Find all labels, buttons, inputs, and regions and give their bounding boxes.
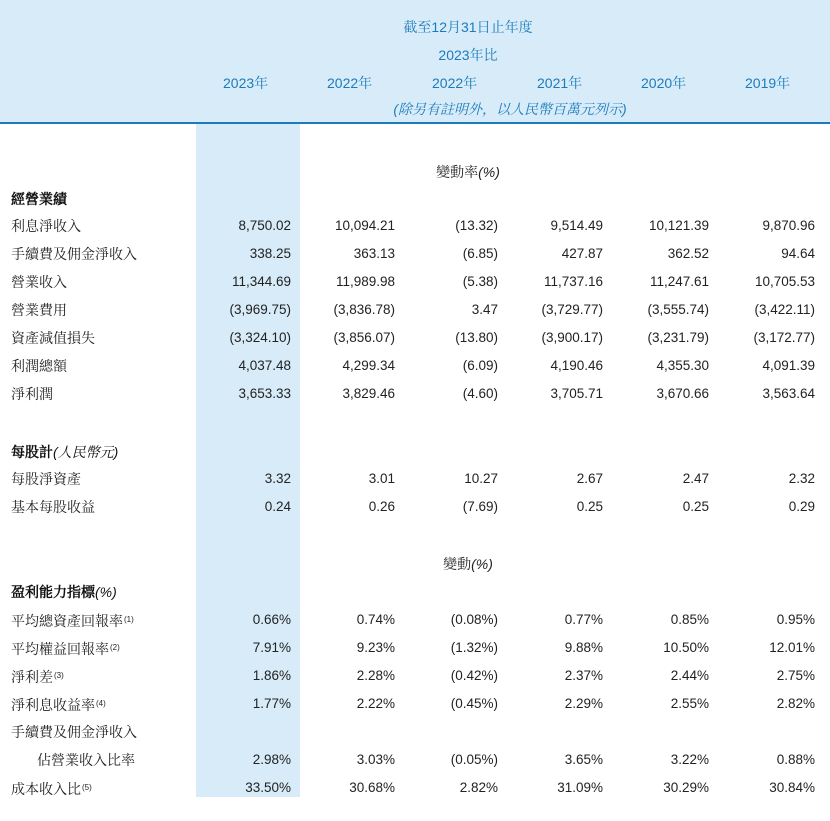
table-cell: 362.52 xyxy=(667,246,709,261)
row-label xyxy=(11,639,120,658)
row-label-text: 平均總資產回報率 xyxy=(11,613,123,629)
table-cell: (3,324.10) xyxy=(229,330,291,345)
table-cell: (4.60) xyxy=(462,386,498,401)
section-title xyxy=(11,443,118,461)
year-header-2022: 2022年 xyxy=(327,75,373,91)
row-label xyxy=(11,245,137,263)
table-cell: 0.85% xyxy=(670,612,709,627)
table-cell: 9.23% xyxy=(356,640,395,655)
table-cell: 3.47 xyxy=(471,302,498,317)
row-label xyxy=(11,723,137,741)
row-label-text: 手續費及佣金淨收入 xyxy=(11,246,137,262)
row-label xyxy=(11,301,67,319)
footnote-marker: (4) xyxy=(96,699,106,708)
row-label-text: 手續費及佣金淨收入 xyxy=(11,724,137,740)
section-title-unit: (%) xyxy=(95,584,117,600)
table-cell: 1.77% xyxy=(252,696,291,711)
table-cell: 10.50% xyxy=(663,640,709,655)
table-cell: 0.25 xyxy=(682,499,709,514)
change-subheader-unit: (%) xyxy=(478,164,500,180)
table-cell: 12.01% xyxy=(769,640,815,655)
row-label-text: 基本每股收益 xyxy=(11,499,95,515)
year-header-2023: 2023年 xyxy=(223,75,269,91)
table-cell: 11,344.69 xyxy=(231,274,291,289)
table-cell: (3,969.75) xyxy=(229,302,291,317)
table-cell: 3.65% xyxy=(564,752,603,767)
table-cell: 2.37% xyxy=(564,668,603,683)
row-label xyxy=(11,498,95,516)
table-cell: 11,989.98 xyxy=(335,274,395,289)
table-cell: (3,900.17) xyxy=(541,330,603,345)
year-header-2020: 2020年 xyxy=(641,75,687,91)
section-title-text: 每股計 xyxy=(11,444,53,460)
table-cell: 30.29% xyxy=(663,780,709,795)
table-cell: 4,037.48 xyxy=(238,358,291,373)
year-header-2021: 2021年 xyxy=(537,75,583,91)
year-header-2019: 2019年 xyxy=(745,75,791,91)
table-cell: 2.32 xyxy=(788,471,815,486)
row-label xyxy=(11,357,67,375)
table-cell: (0.05%) xyxy=(450,752,498,767)
table-cell: 2.29% xyxy=(564,696,603,711)
table-cell: (1.32%) xyxy=(450,640,498,655)
table-cell: 0.29 xyxy=(788,499,815,514)
row-label-text: 佔營業收入比率 xyxy=(37,752,135,768)
table-cell: 0.95% xyxy=(776,612,815,627)
section-title xyxy=(11,190,67,208)
table-cell: 0.26 xyxy=(368,499,395,514)
table-cell: 3,563.64 xyxy=(762,386,815,401)
header-divider xyxy=(0,122,830,124)
table-cell: 9.88% xyxy=(564,640,603,655)
table-cell: 1.86% xyxy=(252,668,291,683)
table-cell: 3.01 xyxy=(368,471,395,486)
table-cell: 2.82% xyxy=(776,696,815,711)
table-cell: (3,231.79) xyxy=(647,330,709,345)
row-label-text: 成本收入比 xyxy=(11,781,81,797)
change-subheader xyxy=(443,555,493,573)
table-cell: (6.85) xyxy=(462,246,498,261)
table-cell: 338.25 xyxy=(249,246,291,261)
row-label-text: 淨利潤 xyxy=(11,386,53,402)
table-cell: (6.09) xyxy=(462,358,498,373)
table-cell: 2.22% xyxy=(356,696,395,711)
table-cell: 3.32 xyxy=(264,471,291,486)
table-cell: (0.45%) xyxy=(450,696,498,711)
table-cell: (3,422.11) xyxy=(754,302,815,317)
table-cell: (3,172.77) xyxy=(753,330,815,345)
table-cell: 2.44% xyxy=(670,668,709,683)
table-cell: 0.25 xyxy=(576,499,603,514)
change-subheader xyxy=(436,163,500,181)
row-label-text: 利息淨收入 xyxy=(11,218,81,234)
section-title xyxy=(11,583,117,601)
row-label-text: 每股淨資產 xyxy=(11,471,81,487)
table-cell: 9,514.49 xyxy=(550,218,603,233)
row-label-text: 淨利差 xyxy=(11,669,53,685)
table-cell: 4,091.39 xyxy=(762,358,815,373)
table-cell: 9,870.96 xyxy=(762,218,815,233)
table-cell: 2.75% xyxy=(776,668,815,683)
table-cell: (7.69) xyxy=(462,499,498,514)
table-cell: 2.47 xyxy=(682,471,709,486)
row-label-text: 資產減值損失 xyxy=(11,330,95,346)
row-label-text: 利潤總額 xyxy=(11,358,67,374)
row-label xyxy=(37,751,135,769)
table-cell: 7.91% xyxy=(252,640,291,655)
footnote-marker: (5) xyxy=(82,783,92,792)
row-label-text: 平均權益回報率 xyxy=(11,641,109,657)
table-cell: 0.77% xyxy=(564,612,603,627)
table-cell: 0.24 xyxy=(264,499,291,514)
table-cell: 10,705.53 xyxy=(754,274,815,289)
table-cell: (5.38) xyxy=(462,274,498,289)
table-cell: 11,247.61 xyxy=(649,274,709,289)
table-cell: 2.55% xyxy=(670,696,709,711)
row-label xyxy=(11,217,81,235)
table-cell: 363.13 xyxy=(353,246,395,261)
footnote-marker: (3) xyxy=(54,671,64,680)
row-label xyxy=(11,385,53,403)
comparison-title: 2023年比 xyxy=(438,47,498,63)
table-cell: 94.64 xyxy=(781,246,815,261)
table-cell: 4,355.30 xyxy=(656,358,709,373)
table-cell: (0.08%) xyxy=(450,612,498,627)
row-label-text: 營業費用 xyxy=(11,302,67,318)
section-title-text: 經營業績 xyxy=(11,191,67,207)
table-cell: 0.74% xyxy=(356,612,395,627)
table-cell: 3,670.66 xyxy=(656,386,709,401)
table-cell: 33.50% xyxy=(245,780,291,795)
table-cell: (0.42%) xyxy=(450,668,498,683)
year-header-2022-change: 2022年 xyxy=(432,75,478,91)
table-cell: 3,829.46 xyxy=(342,386,395,401)
table-cell: 31.09% xyxy=(557,780,603,795)
row-label xyxy=(11,273,67,291)
table-cell: 3.22% xyxy=(670,752,709,767)
table-cell: (3,555.74) xyxy=(647,302,709,317)
table-cell: 30.84% xyxy=(769,780,815,795)
table-cell: 4,190.46 xyxy=(550,358,603,373)
table-cell: 3,653.33 xyxy=(238,386,291,401)
table-cell: (13.80) xyxy=(455,330,498,345)
table-cell: 2.28% xyxy=(356,668,395,683)
table-cell: 2.98% xyxy=(252,752,291,767)
row-label xyxy=(11,470,81,488)
footnote-marker: (2) xyxy=(110,643,120,652)
table-cell: 3,705.71 xyxy=(550,386,603,401)
footnote-marker: (1) xyxy=(124,615,134,624)
table-cell: 10,121.39 xyxy=(648,218,709,233)
table-cell: 0.88% xyxy=(776,752,815,767)
table-cell: 11,737.16 xyxy=(543,274,603,289)
table-cell: (3,729.77) xyxy=(541,302,603,317)
table-cell: (13.32) xyxy=(455,218,498,233)
table-cell: 3.03% xyxy=(356,752,395,767)
table-cell: 10,094.21 xyxy=(334,218,395,233)
table-cell: 30.68% xyxy=(349,780,395,795)
row-label xyxy=(11,695,106,714)
table-cell: 4,299.34 xyxy=(342,358,395,373)
row-label xyxy=(11,779,92,798)
row-label xyxy=(11,667,64,686)
table-cell: 8,750.02 xyxy=(238,218,291,233)
table-cell: (3,836.78) xyxy=(333,302,395,317)
period-title: 截至12月31日止年度 xyxy=(403,19,533,35)
row-label-text: 淨利息收益率 xyxy=(11,697,95,713)
table-cell: 2.67 xyxy=(576,471,603,486)
section-title-unit: (人民幣元) xyxy=(53,444,119,460)
unit-note: (除另有註明外，以人民幣百萬元列示) xyxy=(393,101,627,117)
change-subheader-text: 變動 xyxy=(443,556,472,572)
row-label-text: 營業收入 xyxy=(11,274,67,290)
row-label xyxy=(11,329,95,347)
table-cell: 427.87 xyxy=(561,246,603,261)
table-cell: 0.66% xyxy=(252,612,291,627)
change-subheader-text: 變動率 xyxy=(436,164,479,180)
table-cell: (3,856.07) xyxy=(333,330,395,345)
change-subheader-unit: (%) xyxy=(471,556,493,572)
table-cell: 10.27 xyxy=(464,471,498,486)
row-label xyxy=(11,611,134,630)
table-cell: 2.82% xyxy=(459,780,498,795)
section-title-text: 盈利能力指標 xyxy=(11,584,95,600)
